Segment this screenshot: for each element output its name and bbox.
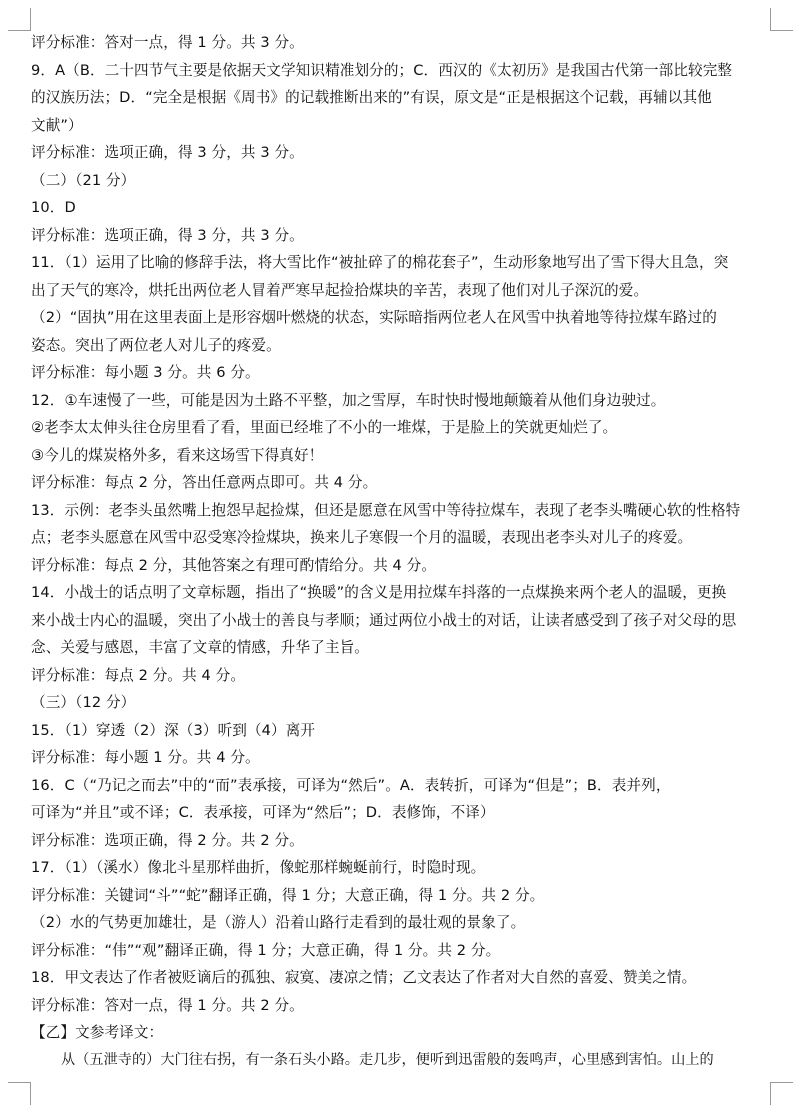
text-line: 18．甲文表达了作者被贬谪后的孤独、寂寞、凄凉之情；乙文表达了作者对大自然的喜爱、赞美之情。: [31, 969, 697, 986]
text-line: 评分标准：答对一点，得 1 分。共 3 分。: [31, 34, 304, 51]
text-line: 13．示例：老李头虽然嘴上抱怨早起捡煤，但还是愿意在风雪中等待拉煤车，表现了老李头嘴硬心软的性格特: [31, 501, 741, 519]
text-line: 点；老李头愿意在风雪中忍受寒冷捡煤块，换来儿子寒假一个月的温暖，表现出老李头对儿子的疼爱。: [31, 529, 693, 546]
text-line: 9．A（B．二十四节气主要是依据天文学知识精准划分的；C．西汉的《太初历》是我国古代第一部比较完整: [31, 61, 733, 79]
text-line: ③今儿的煤炭格外多，看来这场雪下得真好！: [31, 446, 324, 464]
text-line: 的汉族历法；D．“完全是根据《周书》的记载推断出来的”有误，原文是“正是根据这个记载，再辅以其他: [31, 89, 712, 106]
text-line: （三）（12 分）: [31, 694, 136, 711]
text-line: 17．（1）（溪水）像北斗星那样曲折，像蛇那样蜿蜒前行，时隐时现。: [31, 859, 486, 876]
crop-mark-top-left: [8, 8, 31, 31]
text-line: 可译为“并且”或不译；C．表承接，可译为“然后”；D．表修饰，不译）: [31, 804, 495, 821]
crop-mark-bottom-right: [770, 1082, 793, 1105]
translation-paragraph: 从（五泄寺的）大门往右拐，有一条石头小路。走几步，便听到迅雷般的轰鸣声，心里感到害怕。山上的: [61, 1051, 714, 1068]
text-line: 评分标准：选项正确，得 2 分。共 2 分。: [31, 831, 304, 849]
text-line: 念、关爱与感恩，丰富了文章的情感，升华了主旨。: [31, 639, 369, 656]
text-line: 15．（1）穿透（2）深（3）听到（4）离开: [31, 721, 316, 739]
text-line: 评分标准：每点 2 分，其他答案之有理可酌情给分。共 4 分。: [31, 556, 437, 574]
text-line: 文献”）: [31, 116, 83, 134]
text-line: 评分标准：“伟”“观”翻译正确，得 1 分；大意正确，得 1 分。共 2 分。: [31, 941, 501, 959]
text-line: 16．C（“乃记之而去”中的“而”表承接，可译为“然后”。A．表转折，可译为“但是”；B．表并列，: [31, 776, 671, 794]
text-line: 评分标准：每小题 3 分。共 6 分。: [31, 364, 260, 381]
crop-mark-bottom-left: [8, 1082, 31, 1105]
text-line: 评分标准：选项正确，得 3 分，共 3 分。: [31, 226, 304, 244]
text-line: 评分标准：每点 2 分。共 4 分。: [31, 666, 246, 684]
text-line: 来小战士内心的温暖，突出了小战士的善良与孝顺；通过两位小战士的对话，让读者感受到了孩子对父母的思: [31, 611, 737, 629]
text-line: 12．①车速慢了一些，可能是因为土路不平整，加之雪厚，车时快时慢地颠簸着从他们身边驶过。: [31, 391, 666, 409]
text-line: 评分标准：每点 2 分，答出任意两点即可。共 4 分。: [31, 474, 378, 491]
text-line: 10．D: [31, 199, 76, 216]
text-line: （二）（21 分）: [31, 171, 136, 189]
text-line: ②老李太太伸头往仓房里看了看，里面已经堆了不小的一堆煤，于是脸上的笑就更灿烂了。: [31, 419, 618, 436]
text-line: （2）水的气势更加雄壮，是（游人）沿着山路行走看到的最壮观的景象了。: [31, 914, 526, 931]
text-line: 评分标准：关键词“斗”“蛇”翻译正确，得 1 分；大意正确，得 1 分。共 2 分。: [31, 886, 545, 904]
crop-mark-top-right: [770, 8, 793, 31]
text-line: 评分标准：答对一点，得 1 分。共 2 分。: [31, 996, 304, 1014]
text-line: 姿态。突出了两位老人对儿子的疼爱。: [31, 336, 281, 354]
answer-key-content: [31, 29, 771, 1074]
text-line: 11．（1）运用了比喻的修辞手法，将大雪比作“被扯碎了的棉花套子”，生动形象地写出了雪下得大且急，突: [31, 254, 729, 271]
text-line: 14．小战士的话点明了文章标题，指出了“换暖”的含义是用拉煤车抖落的一点煤换来两个老人的温暖，更换: [31, 584, 727, 601]
text-line: （2）“固执”用在这里表面上是形容烟叶燃烧的状态，实际暗指两位老人在风雪中执着地等待拉煤车路过的: [31, 309, 717, 326]
text-line: 【乙】文参考译文：: [31, 1024, 164, 1041]
text-line: 评分标准：选项正确，得 3 分，共 3 分。: [31, 144, 304, 161]
text-line: 出了天气的寒冷，烘托出两位老人冒着严寒早起捡拾煤块的辛苦，表现了他们对儿子深沉的爱。: [31, 281, 649, 299]
text-line: 评分标准：每小题 1 分。共 4 分。: [31, 749, 260, 766]
